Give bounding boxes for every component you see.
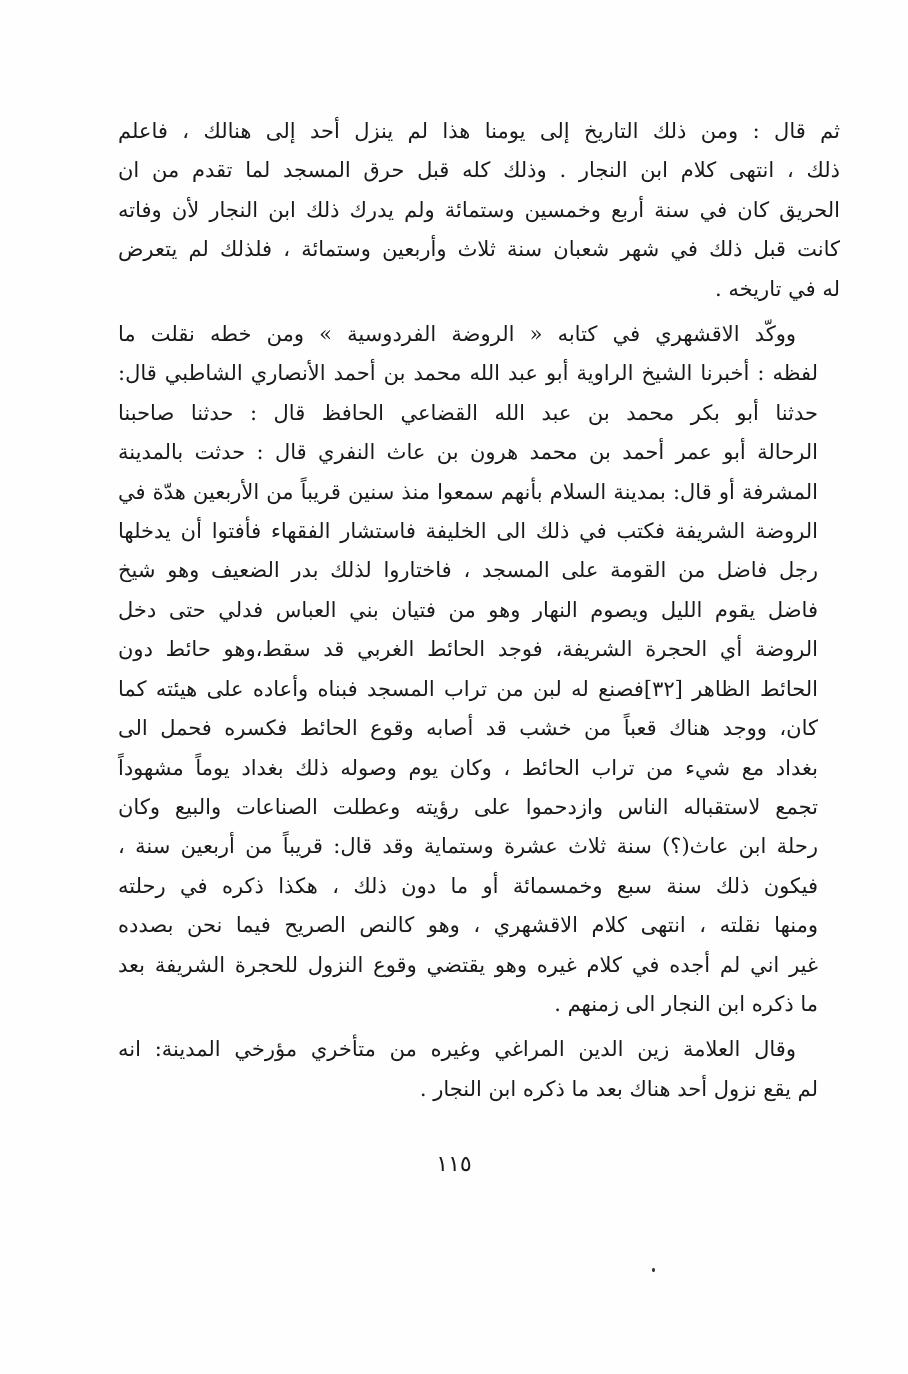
text-line: الروضة أي الحجرة الشريفة، فوجد الحائط الغربي قد سقط،وهو حائط دون <box>118 637 818 662</box>
text-line: الحائط الظاهر [٣٢]فصنع له لبن من تراب المسجد فبناه وأعاده على هيئته كما <box>118 676 819 701</box>
paragraph-2 <box>118 315 840 1024</box>
text-line: فيكون ذلك سنة سبع وخمسمائة أو ما دون ذلك ، هكذا ذكره في رحلته <box>118 873 818 898</box>
text-line: كان، ووجد هناك قعباً من خشب قد أصابه وقوع الحائط فكسره فحمل الى <box>118 716 818 741</box>
text-line: رجل فاضل من القومة على المسجد ، فاختاروا لذلك بدر الضعيف وهو شيخ <box>118 558 818 583</box>
text-line: المشرفة أو قال: بمدينة السلام بأنهم سمعوا منذ سنين قريباً من الأربعين هدّة في <box>118 479 818 504</box>
text-line: الحريق كان في سنة أربع وخمسين وستمائة ولم يدرك ذلك ابن النجار لأن وفاته <box>118 197 840 222</box>
scan-speck <box>652 1268 655 1272</box>
text-line: الرحالة أبو عمر أحمد بن محمد هرون بن عاث النفري قال : حدثت بالمدينة <box>118 440 818 465</box>
text-line: ثم قال : ومن ذلك التاريخ إلى يومنا هذا لم ينزل أحد إلى هنالك ، فاعلم <box>118 119 840 143</box>
text-line: له في تاريخه . <box>715 276 840 301</box>
text-line: الروضة الشريفة فكتب في ذلك الى الخليفة فاستشار الفقهاء فأفتوا أن يدخلها <box>118 519 818 544</box>
text-line: غير اني لم أجده في كلام غيره وهو يقتضي وقوع النزول للحجرة الشريفة بعد <box>118 952 818 977</box>
text-line: ومنها نقلته ، انتهى كلام الاقشهري ، وهو كالنص الصريح فيما نحن بصدده <box>118 913 818 938</box>
text-line: حدثنا أبو بكر محمد بن عبد الله القضاعي الحافظ قال : حدثنا صاحبنا <box>118 400 818 425</box>
text-line: ذلك ، انتهى كلام ابن النجار . وذلك كله قبل حرق المسجد لما تقدم من ان <box>118 158 840 183</box>
body-text <box>118 112 840 1109</box>
text-line: ووكّد الاقشهري في كتابه « الروضة الفردوسية » ومن خطه نقلت ما <box>118 322 796 347</box>
text-line: تجمع لاستقباله الناس وازدحموا على رؤيته وعطلت الصناعات والبيع وكان <box>118 794 818 819</box>
paragraph-3 <box>118 1030 840 1109</box>
text-line: رحلة ابن عاث(؟) سنة ثلاث عشرة وستماية وقد قال: قريباً من أربعين سنة ، <box>118 834 818 859</box>
text-line: كانت قبل ذلك في شهر شعبان سنة ثلاث وأربعين وستمائة ، فلذلك لم يتعرض <box>118 237 840 262</box>
paragraph-1 <box>118 112 840 309</box>
text-line: ما ذكره ابن النجار الى زمنهم . <box>554 991 818 1016</box>
text-line: لفظه : أخبرنا الشيخ الراوية أبو عبد الله محمد بن أحمد الأنصاري الشاطبي قال: <box>118 361 818 386</box>
text-line: لم يقع نزول أحد هناك بعد ما ذكره ابن النجار . <box>419 1076 818 1101</box>
text-line: بغداد مع شيء من تراب الحائط ، وكان يوم وصوله ذلك بغداد يوماً مشهوداً <box>118 755 818 780</box>
text-line: فاضل يقوم الليل ويصوم النهار وهو من فتيان بني العباس فدلي حتى دخل <box>118 597 818 622</box>
text-line: وقال العلامة زين الدين المراغي وغيره من متأخري مؤرخي المدينة: انه <box>118 1037 796 1062</box>
page-number: ١١٥ <box>436 1152 472 1177</box>
